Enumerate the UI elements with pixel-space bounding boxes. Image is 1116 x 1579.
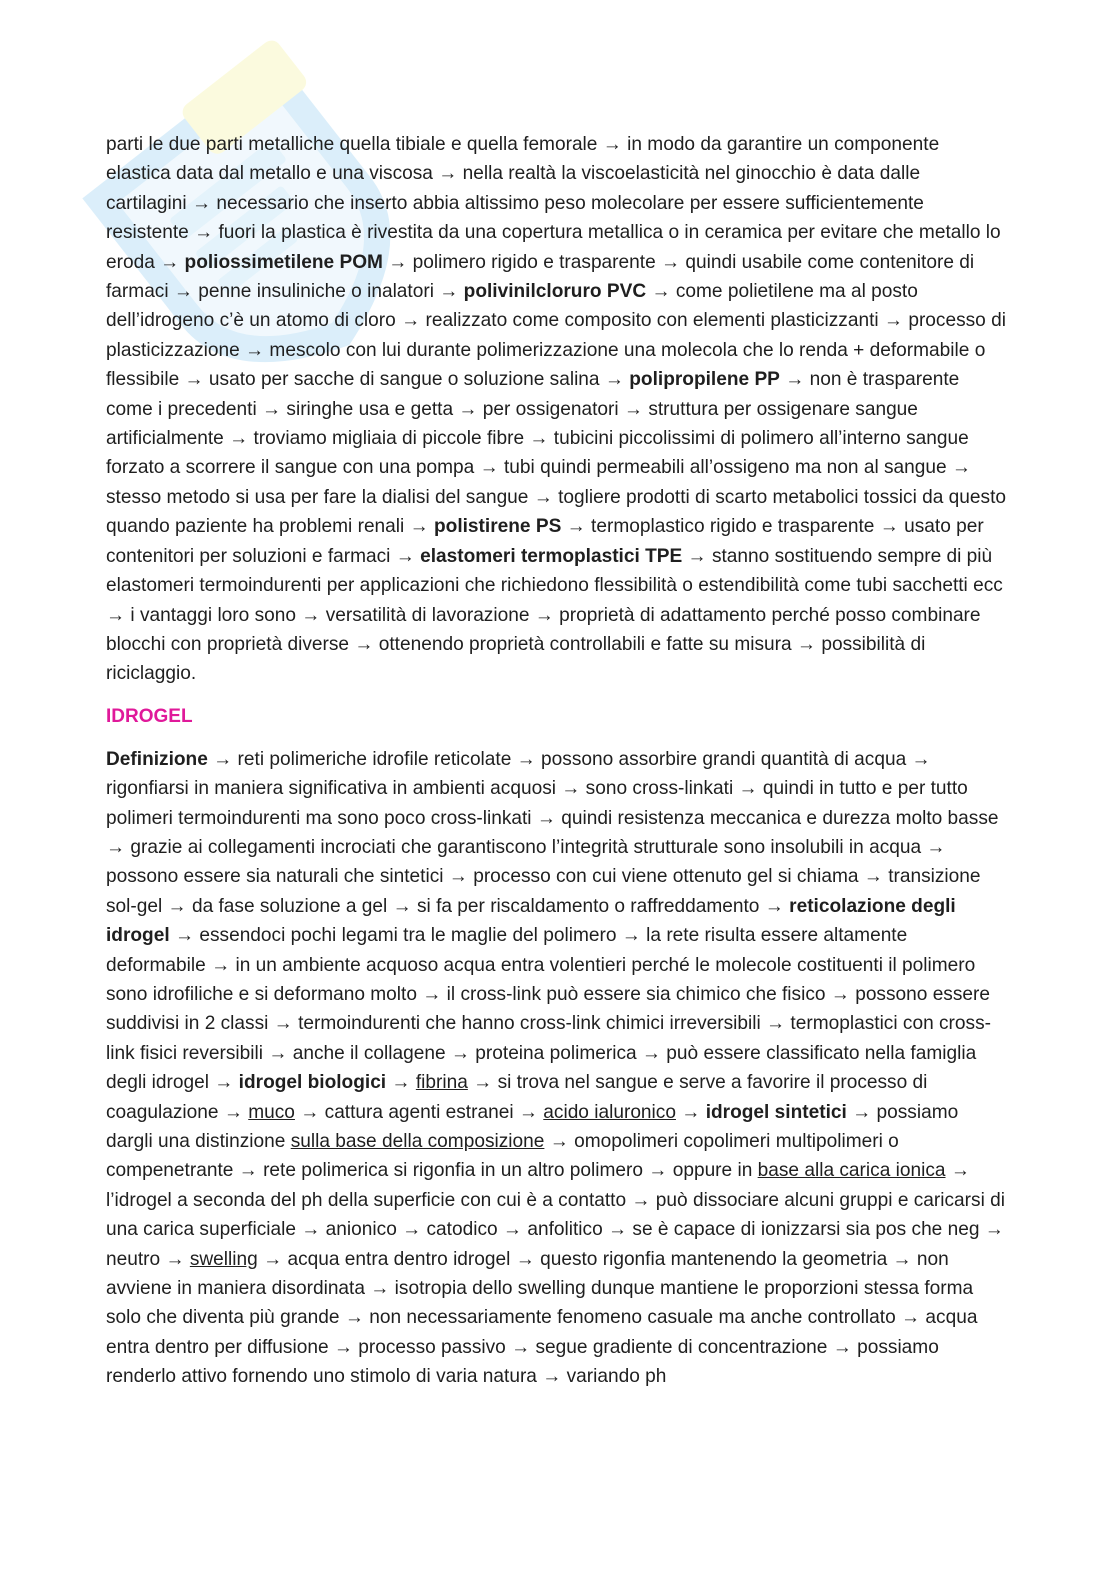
bold-term: elastomeri termoplastici TPE [420,545,683,567]
text-run: parti le due parti metalliche quella tibiale e quella femorale → in modo da garantire un componente elastica data dal metallo e una viscosa → nella realtà la viscoelasticità nel ginocchio è data dalle cartilagini → necessario che inserto abbia altissimo peso molecolare per essere sufficientemente resistente → fuori la plastica è rivestita da una copertura metallica o in ceramica per evitare che metallo lo eroda → [106,134,1001,273]
text-run: → stanno sostituendo sempre di più elastomeri termoindurenti per applicazioni che richiedono flessibilità o estendibilità come tubi sacchetti ecc → i vantaggi loro sono → versatilità di lavorazione → proprietà di adattamento perché posso combinare blocchi con proprietà diverse → ottenendo proprietà controllabili e fatte su misura → possibilità di riciclaggio. [106,545,1003,685]
underlined-term: fibrina [415,1072,468,1094]
document-page [106,130,1006,1392]
text-run: → si trova nel sangue e serve a favorire il processo di coagulazione → [106,1072,928,1123]
text-run: → essendoci pochi legami tra le maglie del polimero → la rete risulta essere altamente deformabile → in un ambiente acquoso acqua entra volentieri perché le molecole costituenti il polimero sono idrofiliche e si deformano molto → il cross-link può essere sia chimico che fisico → possono essere suddivisi in 2 classi → termoindurenti che hanno cross-link chimici irreversibili → termoplastici con cross-link fisici reversibili → anche il collagene → proteina polimerica → può essere classificato nella famiglia degli idrogel → [106,925,991,1094]
text-run: → come polietilene ma al posto dell’idrogeno c’è un atomo di cloro → realizzato come composito con elementi plasticizzanti → processo di plasticizzazione → mescolo con lui durante polimerizzazione una molecola che lo renda + deformabile o flessibile → usato per sacche di sangue o soluzione salina → [106,281,1006,391]
bold-term: poliossimetilene POM [184,251,383,273]
text-run: → acqua entra dentro idrogel → questo rigonfia mantenendo la geometria → non avviene in maniera disordinata → isotropia dello swelling dunque mantiene le proporzioni stessa forma solo che diventa più grande → non necessariamente fenomeno casuale ma anche controllato → acqua entra dentro per diffusione → processo passivo → segue gradiente di concentrazione → possiamo renderlo attivo fornendo uno stimolo di varia natura → variando ph [106,1248,978,1388]
underlined-term: sulla base della composizione [290,1131,545,1152]
paragraph-idrogel [106,745,1006,1392]
text-run: → cattura agenti estranei → [294,1101,544,1123]
text-run: → omopolimeri copolimeri multipolimeri o compenetrante → rete polimerica si rigonfia in un altro polimero → oppure in [106,1131,899,1182]
paragraph-materials [106,130,1006,689]
text-run: → [386,1072,416,1094]
underlined-term: muco [248,1101,295,1123]
underlined-term: base alla carica ionica [757,1160,946,1182]
bold-term: polipropilene PP [629,369,780,391]
section-heading: IDROGEL [106,705,193,727]
text-run: reti polimeriche idrofile reticolate → possono assorbire grandi quantità di acqua → rigonfiarsi in maniera significativa in ambienti acquosi → sono cross-linkati → quindi in tutto e per tutto polimeri termoindurenti ma sono poco cross-linkati → quindi resistenza meccanica e durezza molto basse → grazie ai collegamenti incrociati che garantiscono l’integrità strutturale sono insolubili in acqua → possono essere sia naturali che sintetici → processo con cui viene ottenuto gel si chiama → transizione sol-gel → da fase soluzione a gel → si fa per riscaldamento o raffreddamento → [106,748,999,917]
underlined-term: swelling [189,1248,258,1270]
text-run: → [675,1101,706,1123]
text-run: → l’idrogel a seconda del ph della superficie con cui è a contatto → può dissociare alcuni gruppi e caricarsi di una carica superficiale → anionico → catodico → anfolitico → se è capace di ionizzarsi sia pos che neg → neutro → [106,1160,1005,1270]
bold-term: polivinilcloruro PVC [463,281,647,303]
underlined-term: acido ialuronico [543,1101,676,1123]
bold-term: reticolazione degli idrogel [106,895,956,947]
bold-term: idrogel sintetici [705,1101,847,1123]
text-run: → termoplastico rigido e trasparente → usato per contenitori per soluzioni e farmaci → [106,516,984,567]
bold-term: idrogel biologici [238,1072,387,1094]
bold-term: polistirene PS [434,516,562,538]
text-run: → polimero rigido e trasparente → quindi usabile come contenitore di farmaci → penne insuliniche o inalatori → [106,251,975,303]
text-run: → possiamo dargli una distinzione [106,1101,959,1152]
bold-term: Definizione → [106,748,233,770]
text-run: → non è trasparente come i precedenti → siringhe usa e getta → per ossigenatori → struttura per ossigenare sangue artificialmente → troviamo migliaia di piccole fibre → tubicini piccolissimi di polimero all’interno sangue forzato a scorrere il sangue con una pompa → tubi quindi permeabili all’ossigeno ma non al sangue → stesso metodo si usa per fare la dialisi del sangue → togliere prodotti di scarto metabolici tossici da questo quando paziente ha problemi renali → [106,369,1006,538]
